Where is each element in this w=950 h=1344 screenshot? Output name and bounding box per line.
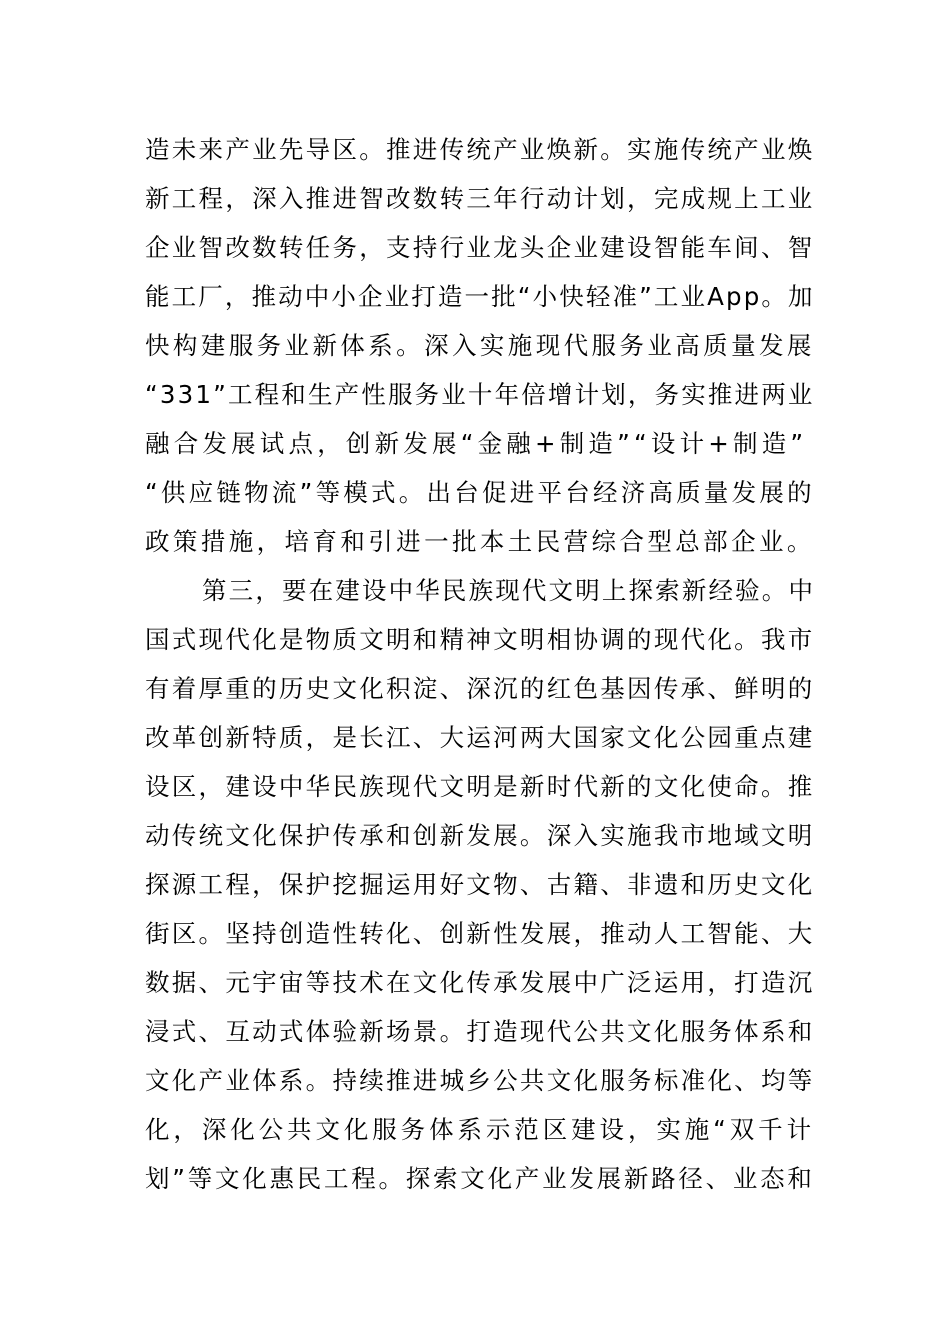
text-line: 快构建服务业新体系。深入实施现代服务业高质量发展 bbox=[145, 331, 815, 360]
text-line: 政策措施，培育和引进一批本土民营综合型总部企业。 bbox=[145, 527, 815, 556]
text-line: “供应链物流”等模式。出台促进平台经济高质量发展的 bbox=[145, 478, 815, 507]
text-line: 能工厂，推动中小企业打造一批“小快轻准”工业App。加 bbox=[145, 282, 815, 311]
text-line: 有着厚重的历史文化积淀、深沉的红色基因传承、鲜明的 bbox=[145, 674, 815, 703]
text-line: 融合发展试点，创新发展“金融+制造”“设计+制造” bbox=[145, 429, 808, 458]
paragraph-start-line: 第三，要在建设中华民族现代文明上探索新经验。中 bbox=[202, 576, 816, 605]
text-line: 新工程，深入推进智改数转三年行动计划，完成规上工业 bbox=[145, 184, 815, 213]
text-line: 动传统文化保护传承和创新发展。深入实施我市地域文明 bbox=[145, 821, 815, 850]
text-line: 浸式、互动式体验新场景。打造现代公共文化服务体系和 bbox=[145, 1017, 815, 1046]
text-line: “331”工程和生产性服务业十年倍增计划，务实推进两业 bbox=[145, 380, 815, 409]
text-line: 划”等文化惠民工程。探索文化产业发展新路径、业态和 bbox=[145, 1164, 815, 1193]
text-line: 街区。坚持创造性转化、创新性发展，推动人工智能、大 bbox=[145, 919, 815, 948]
text-line: 化，深化公共文化服务体系示范区建设，实施“双千计 bbox=[145, 1115, 815, 1144]
text-line: 文化产业体系。持续推进城乡公共文化服务标准化、均等 bbox=[145, 1066, 815, 1095]
text-line: 国式现代化是物质文明和精神文明相协调的现代化。我市 bbox=[145, 625, 815, 654]
text-line: 探源工程，保护挖掘运用好文物、古籍、非遗和历史文化 bbox=[145, 870, 815, 899]
text-line: 企业智改数转任务，支持行业龙头企业建设智能车间、智 bbox=[145, 233, 815, 262]
text-line: 造未来产业先导区。推进传统产业焕新。实施传统产业焕 bbox=[145, 135, 815, 164]
body-text bbox=[145, 125, 815, 1203]
text-line: 数据、元宇宙等技术在文化传承发展中广泛运用，打造沉 bbox=[145, 968, 815, 997]
text-line: 设区，建设中华民族现代文明是新时代新的文化使命。推 bbox=[145, 772, 815, 801]
text-line: 改革创新特质，是长江、大运河两大国家文化公园重点建 bbox=[145, 723, 815, 752]
